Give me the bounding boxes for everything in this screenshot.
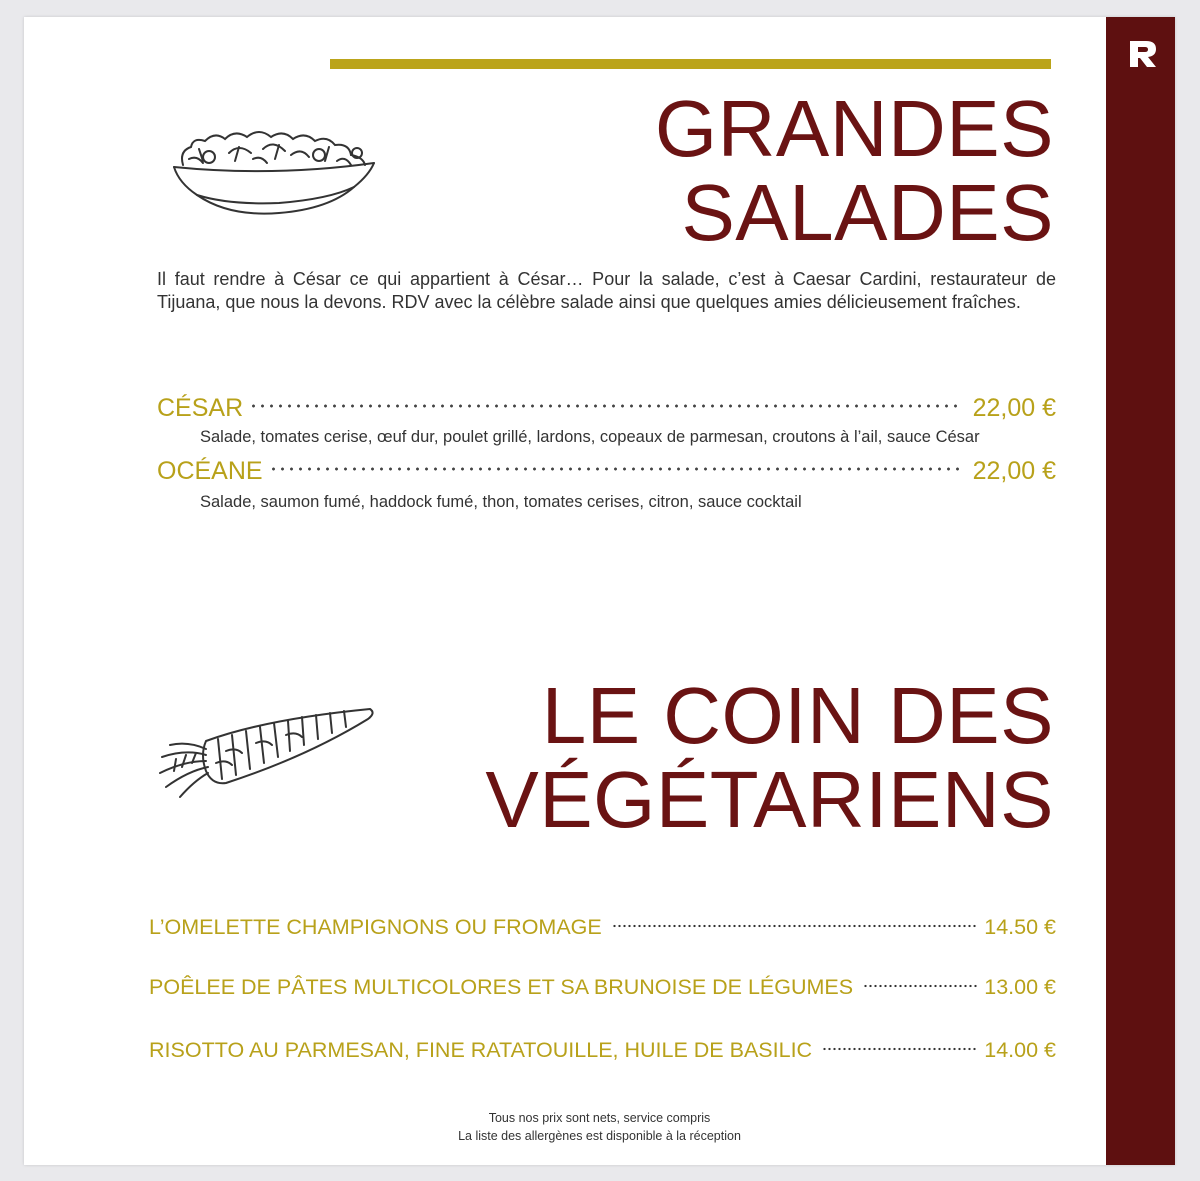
dot-leader: [249, 400, 960, 412]
menu-item-oceane: [157, 457, 1056, 489]
section-title-line2: SALADES: [681, 168, 1054, 257]
gold-accent-bar: [330, 59, 1051, 69]
section-intro: Il faut rendre à César ce qui appartient à César… Pour la salade, c’est à Caesar Cardini, restaurateur de Tijuana, que nous la devons. RDV avec la célèbre salade ainsi que quelques amies délicieusement fraîches.: [157, 269, 1056, 312]
dot-leader: [269, 463, 961, 475]
menu-item-name: L’OMELETTE CHAMPIGNONS OU FROMAGE: [149, 915, 602, 939]
menu-item-price: 22,00 €: [972, 394, 1056, 422]
menu-item-name: OCÉANE: [157, 457, 263, 485]
footer-prices-note: Tous nos prix sont nets, service compris: [488, 1111, 711, 1125]
brand-sidebar: [1106, 17, 1175, 1165]
menu-item-risotto: [149, 1038, 1056, 1068]
section-title-salades: [654, 84, 1054, 257]
menu-item-cesar: [157, 394, 1056, 426]
menu-item-description: Salade, tomates cerise, œuf dur, poulet grillé, lardons, copeaux de parmesan, croutons à l’ail, sauce César: [200, 428, 980, 446]
menu-item-name: RISOTTO AU PARMESAN, FINE RATATOUILLE, HUILE DE BASILIC: [149, 1038, 813, 1062]
dot-leader: [822, 1044, 978, 1054]
section-title-line1: GRANDES: [654, 84, 1054, 173]
menu-item-name: POÊLEE DE PÂTES MULTICOLORES ET SA BRUNOISE DE LÉGUMES: [149, 975, 854, 999]
menu-item-price: 22,00 €: [972, 457, 1056, 485]
menu-item-price: 13.00 €: [984, 975, 1056, 999]
section-title-line1: LE COIN DES: [541, 671, 1054, 760]
dot-leader: [863, 981, 978, 991]
footer-allergens-note: La liste des allergènes est disponible à la réception: [458, 1129, 741, 1143]
menu-item-omelette: [149, 915, 1056, 945]
brand-logo-icon: [1126, 37, 1160, 71]
carrot-icon: [156, 705, 376, 805]
menu-item-price: 14.50 €: [984, 915, 1056, 939]
menu-page: [24, 17, 1175, 1165]
salad-bowl-icon: [169, 125, 379, 225]
dot-leader: [612, 921, 979, 931]
menu-item-price: 14.00 €: [984, 1038, 1056, 1062]
menu-item-name: CÉSAR: [157, 394, 244, 422]
menu-item-poelee: [149, 975, 1056, 1005]
section-title-vegetariens: [485, 671, 1054, 844]
section-title-line2: VÉGÉTARIENS: [485, 755, 1054, 844]
menu-item-description: Salade, saumon fumé, haddock fumé, thon, tomates cerises, citron, sauce cocktail: [200, 493, 802, 511]
